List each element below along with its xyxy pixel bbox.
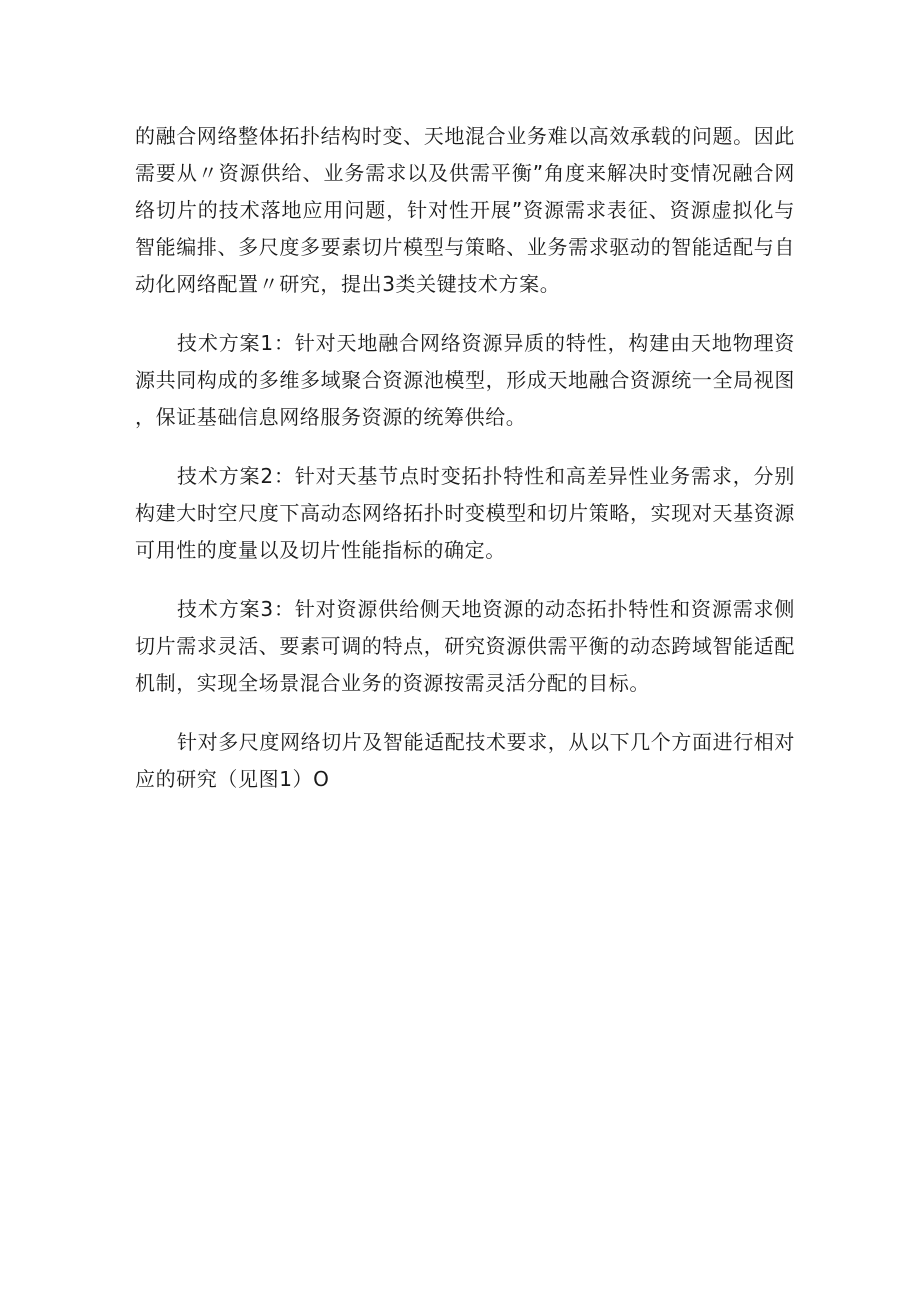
paragraph-closing: 针对多尺度网络切片及智能适配技术要求，从以下几个方面进行相对应的研究（见图1）O	[135, 730, 795, 791]
paragraph-scheme-1: 技术方案1：针对天地融合网络资源异质的特性，构建由天地物理资源共同构成的多维多域聚合资源池模型，形成天地融合资源统一全局视图，保证基础信息网络服务资源的统筹供给。	[135, 331, 795, 429]
paragraph-scheme-2: 技术方案2：针对天基节点时变拓扑特性和高差异性业务需求，分别构建大时空尺度下高动态网络拓扑时变模型和切片策略，实现对天基资源可用性的度量以及切片性能指标的确定。	[135, 464, 795, 562]
paragraph-intro: 的融合网络整体拓扑结构时变、天地混合业务难以高效承载的问题。因此需要从〃资源供给、业务需求以及供需平衡”角度来解决时变情况融合网络切片的技术落地应用问题，针对性开展”资源需求表征、资源虚拟化与智能编排、多尺度多要素切片模型与策略、业务需求驱动的智能适配与自动化网络配置〃研究，提出3类关键技术方案。	[135, 124, 795, 296]
document-body	[135, 118, 795, 798]
paragraph-scheme-3: 技术方案3：针对资源供给侧天地资源的动态拓扑特性和资源需求侧切片需求灵活、要素可调的特点，研究资源供需平衡的动态跨域智能适配机制，实现全场景混合业务的资源按需灵活分配的目标。	[135, 597, 795, 695]
